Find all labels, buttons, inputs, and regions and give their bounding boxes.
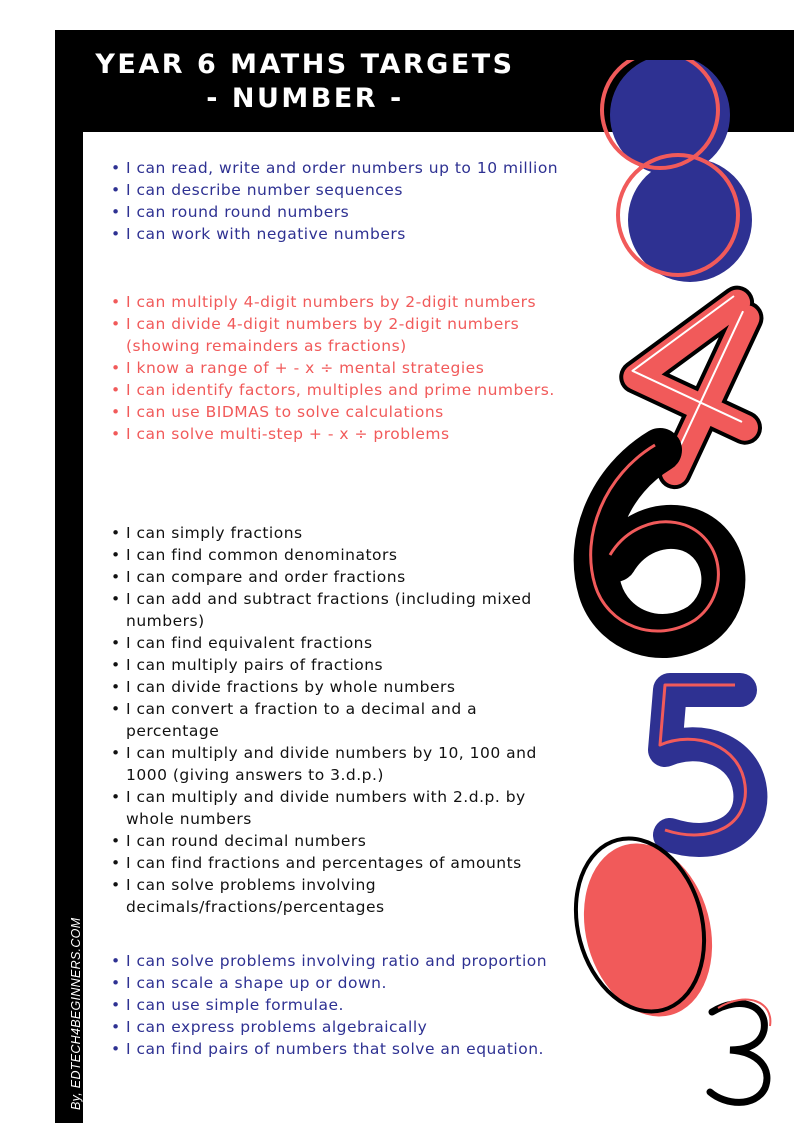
target-item: • I can find pairs of numbers that solve an equation. <box>108 1038 568 1060</box>
title-line-1: YEAR 6 MATHS TARGETS <box>95 49 515 80</box>
target-item: • I can divide 4-digit numbers by 2-digit numbers (showing remainders as fractions) <box>108 313 568 357</box>
target-item: • I can round decimal numbers <box>108 830 568 852</box>
target-item: • I can express problems algebraically <box>108 1016 568 1038</box>
target-group-algebra <box>108 950 568 1060</box>
target-item: • I can compare and order fractions <box>108 566 568 588</box>
target-item: • I can find fractions and percentages of amounts <box>108 852 568 874</box>
target-group-fractions <box>108 522 568 918</box>
target-item: • I can multiply and divide numbers with 2.d.p. by whole numbers <box>108 786 568 830</box>
target-item: • I can scale a shape up or down. <box>108 972 568 994</box>
target-item: • I can work with negative numbers <box>108 223 568 245</box>
digit-eight-icon <box>602 60 752 282</box>
target-item: • I can convert a fraction to a decimal and a percentage <box>108 698 568 742</box>
target-item: • I can solve problems involving ratio and proportion <box>108 950 568 972</box>
target-item: • I can find common denominators <box>108 544 568 566</box>
target-item: • I can identify factors, multiples and prime numbers. <box>108 379 568 401</box>
target-group-place-value <box>108 157 568 245</box>
credit-text: By, EDTECH4BEGINNERS.COM <box>69 917 83 1110</box>
target-item: • I can multiply and divide numbers by 10, 100 and 1000 (giving answers to 3.d.p.) <box>108 742 568 786</box>
target-item: • I can use simple formulae. <box>108 994 568 1016</box>
title-line-2: - NUMBER - <box>206 83 404 114</box>
target-item: • I can solve problems involving decimals/fractions/percentages <box>108 874 568 918</box>
target-item: • I can add and subtract fractions (including mixed numbers) <box>108 588 568 632</box>
digit-six-icon <box>591 445 724 636</box>
target-item: • I can divide fractions by whole numbers <box>108 676 568 698</box>
digit-three-icon <box>710 1000 770 1103</box>
target-item: • I can multiply pairs of fractions <box>108 654 568 676</box>
target-group-calculation <box>108 291 568 445</box>
digit-five-icon <box>660 685 750 840</box>
target-item: • I can multiply 4-digit numbers by 2-digit numbers <box>108 291 568 313</box>
target-item: • I can round round numbers <box>108 201 568 223</box>
target-item: • I know a range of + - x ÷ mental strategies <box>108 357 568 379</box>
target-item: • I can find equivalent fractions <box>108 632 568 654</box>
target-item: • I can read, write and order numbers up to 10 million <box>108 157 568 179</box>
decorative-digits <box>560 60 794 1110</box>
target-item: • I can simply fractions <box>108 522 568 544</box>
target-item: • I can describe number sequences <box>108 179 568 201</box>
target-item: • I can solve multi-step + - x ÷ problems <box>108 423 568 445</box>
target-item: • I can use BIDMAS to solve calculations <box>108 401 568 423</box>
page-title <box>55 48 555 116</box>
